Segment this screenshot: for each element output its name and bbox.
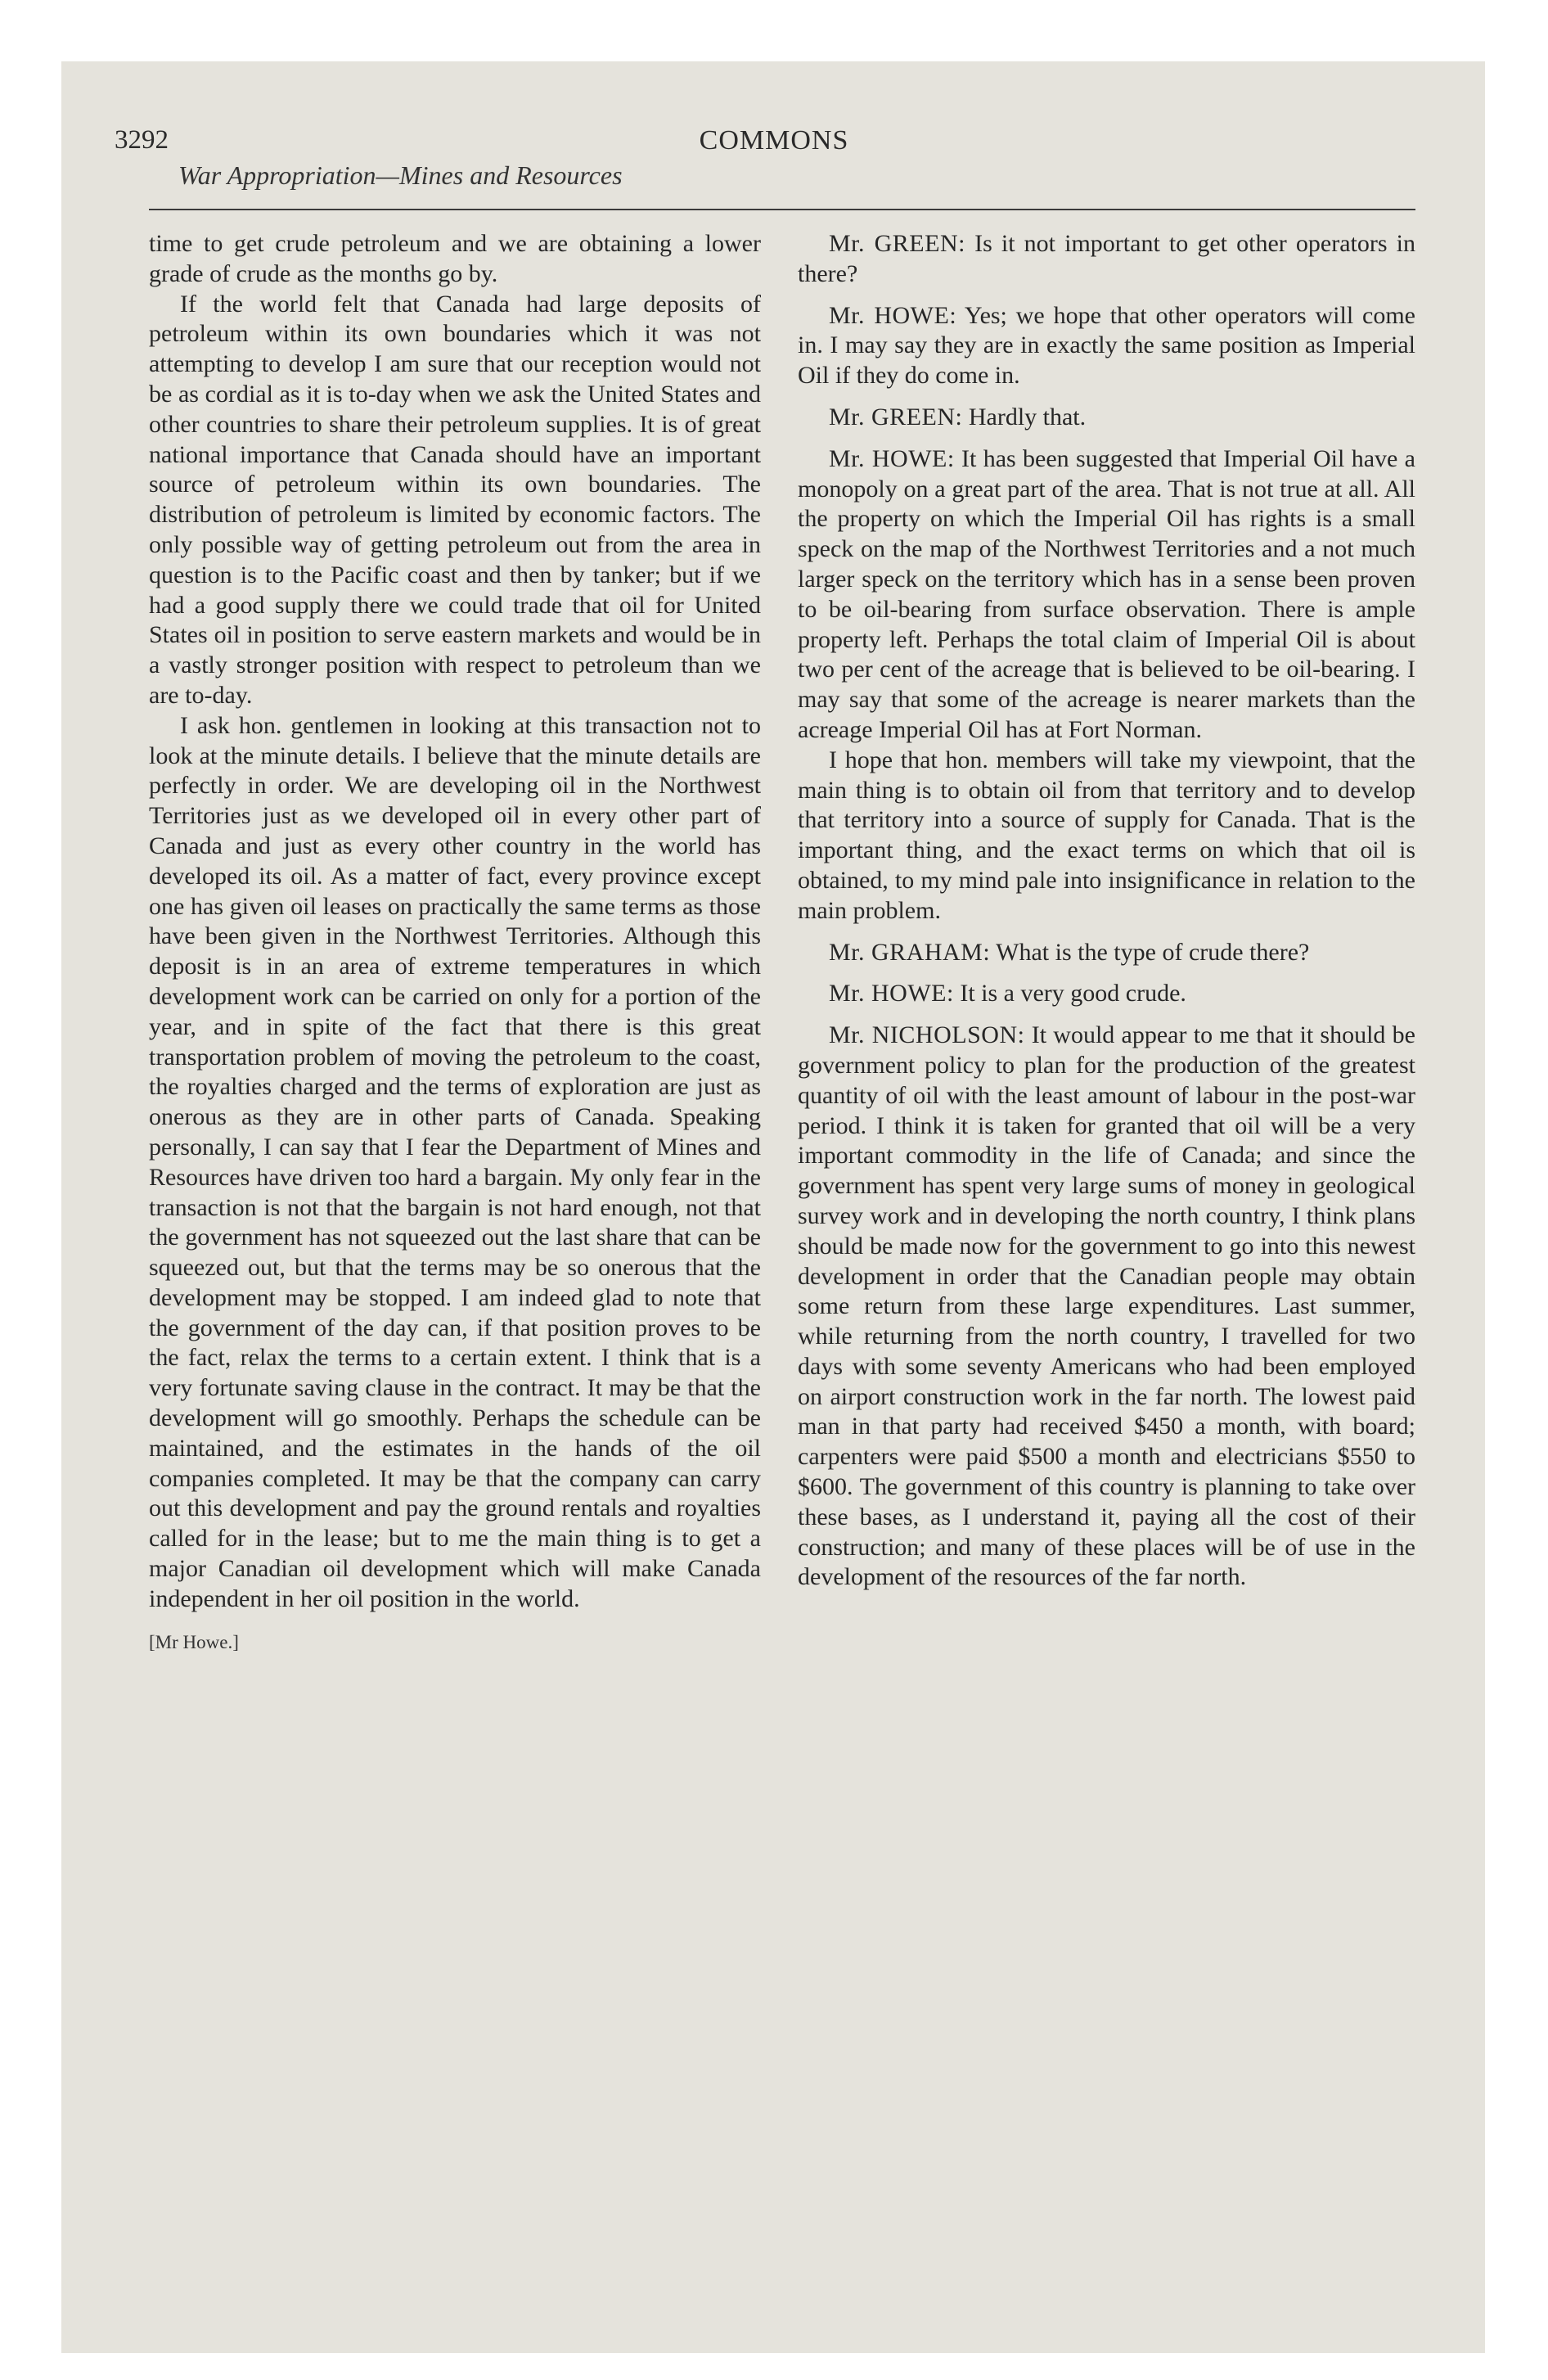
- page-title: COMMONS: [699, 125, 849, 156]
- speaker-name: Mr. HOWE:: [829, 444, 955, 472]
- paragraph: I hope that hon. members will take my viewpoint, that the main thing is to obtain oil from that territory and to develop that territory into a source of supply for Canada. That is the important thing, and the exact terms on which that oil is obtained, to my mind pale into insignificance in relation to the main problem.: [798, 746, 1415, 924]
- left-column: [149, 229, 761, 1657]
- speaker-name: Mr. NICHOLSON:: [829, 1021, 1025, 1049]
- speech-paragraph: [798, 444, 1415, 746]
- page-subtitle: War Appropriation—Mines and Resources: [178, 160, 623, 190]
- speech-paragraph: [798, 403, 1415, 433]
- speech-text: Hardly that.: [968, 403, 1087, 430]
- speech-text: What is the type of crude there?: [996, 938, 1310, 966]
- speech-text: It is a very good crude.: [960, 980, 1186, 1007]
- speech-paragraph: [798, 938, 1415, 968]
- page-number: 3292: [115, 125, 169, 155]
- speaker-name: Mr. GREEN:: [829, 403, 963, 430]
- speech-paragraph: [798, 979, 1415, 1009]
- speaker-name: Mr. HOWE:: [829, 301, 957, 329]
- speech-text: Is it not important to get other operators in there?: [798, 230, 1415, 287]
- speech-paragraph: [798, 301, 1415, 391]
- speech-text: It would appear to me that it should be government policy to plan for the production of the greatest quantity of oil with the least amount of labour in the post-war period. I think it is taken for granted that oil will be a very important commodity in the life of Canada; and since the government has spent very large sums of money in geological survey work and in developing the north country, I think plans should be made now for the government to go into this newest development in order that the Canadian people may obtain some return from these large expenditures. Last summer, while returning from the north country, I travelled for two days with some seventy Americans who had been employed on airport construction work in the far north. The lowest paid man in that party had received $450 a month, with board; carpenters were paid $500 a month and electricians $550 to $600. The government of this country is planning to take over these bases, as I understand it, paying all the cost of their construction; and many of these places will be of use in the development of the resources of the far north.: [798, 1021, 1415, 1591]
- speaker-name: Mr. HOWE:: [829, 980, 954, 1007]
- speaker-name: Mr. GRAHAM:: [829, 938, 991, 966]
- paragraph: If the world felt that Canada had large deposits of petroleum within its own boundaries which it was not attempting to develop I am sure that our reception would not be as cordial as it is to-day when we ask the United States and other countries to share their petroleum supplies. It is of great national importance that Canada should have an important source of petroleum within its own boundaries. The distribution of petroleum is limited by economic factors. The only possible way of getting petroleum out from the area in question is to the Pacific coast and then by tanker; but if we had a good supply there we could trade that oil for United States oil in position to serve eastern markets and would be in a vastly stronger position with respect to petroleum than we are to-day.: [149, 290, 761, 709]
- speech-paragraph: [798, 1021, 1415, 1593]
- speech-text: It has been suggested that Imperial Oil have a monopoly on a great part of the area. That is not true at all. All the property on which the Imperial Oil has rights is a small speck on the map of the Northwest Territories and a not much larger speck on the territory which has in a sense been proven to be oil-bearing from surface observation. There is ample property left. Perhaps the total claim of Imperial Oil is about two per cent of the acreage that is believed to be oil-bearing. I may say that some of the acreage is nearer markets than the acreage Imperial Oil has at Fort Norman.: [798, 444, 1415, 743]
- speech-paragraph: [798, 229, 1415, 290]
- header-divider: [149, 209, 1415, 210]
- speaker-name: Mr. GREEN:: [829, 230, 965, 257]
- footer-speaker-note: [Mr Howe.]: [149, 1631, 239, 1652]
- paragraph: I ask hon. gentlemen in looking at this transaction not to look at the minute details. I believe that the minute details are perfectly in order. We are developing oil in the Northwest Territories just as we developed oil in every other part of Canada and just as every other country in the world has developed its oil. As a matter of fact, every province except one has given oil leases on practically the same terms as those have been given in the Northwest Territories. Although this deposit is in an area of extreme temperatures in which development work can be carried on only for a portion of the year, and in spite of the fact that there is this great transportation problem of moving the petroleum to the coast, the royalties charged and the terms of exploration are just as onerous as they are in other parts of Canada. Speaking personally, I can say that I fear the Department of Mines and Resources have driven too hard a bargain. My only fear in the transaction is not that the bargain is not hard enough, not that the government has not squeezed out the last share that can be squeezed out, but that the terms may be so onerous that the development may be stopped. I am indeed glad to note that the government of the day can, if that position proves to be the fact, relax the terms to a certain extent. I think that is a very fortunate saving clause in the contract. It may be that the development will go smoothly. Perhaps the schedule can be maintained, and the estimates in the hands of the oil companies completed. It may be that the company can carry out this development and pay the ground rentals and royalties called for in the lease; but to me the main thing is to get a major Canadian oil development which will make Canada independent in her oil position in the world.: [149, 711, 761, 1612]
- speech-text: Yes; we hope that other operators will come in. I may say they are in exactly the same position as Imperial Oil if they do come in.: [798, 301, 1415, 390]
- paragraph: time to get crude petroleum and we are obtaining a lower grade of crude as the months go by.: [149, 230, 761, 287]
- right-column: [798, 229, 1415, 1593]
